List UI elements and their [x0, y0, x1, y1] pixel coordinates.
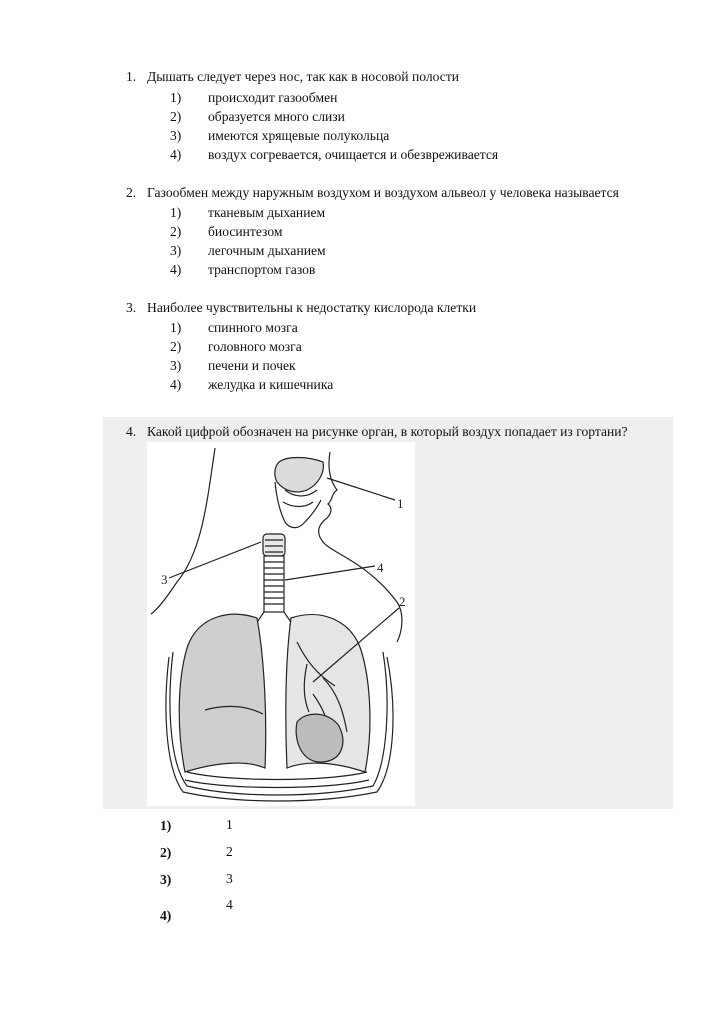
option-text: печени и почек — [208, 358, 296, 373]
respiratory-system-figure — [147, 442, 415, 806]
option-number: 1) — [170, 90, 182, 105]
option-number: 2) — [170, 339, 182, 354]
option-text: головного мозга — [208, 339, 302, 354]
question-number: 1. — [126, 69, 137, 84]
option-number: 3) — [170, 358, 182, 373]
answer-number: 2) — [160, 845, 172, 860]
figure-label-3: 3 — [161, 572, 168, 587]
option-text: транспортом газов — [208, 262, 316, 277]
option-number: 3) — [170, 243, 182, 258]
answer-value: 3 — [226, 871, 233, 886]
option-text: спинного мозга — [208, 320, 298, 335]
option-text: происходит газообмен — [208, 90, 338, 105]
answer-number: 3) — [160, 872, 172, 887]
option-text: имеются хрящевые полукольца — [208, 128, 390, 143]
figure-label-2: 2 — [399, 594, 406, 609]
question-text: Дышать следует через нос, так как в носовой полости — [147, 69, 460, 84]
question-text: Наиболее чувствительны к недостатку кислорода клетки — [147, 300, 477, 315]
answer-value: 1 — [226, 817, 233, 832]
option-number: 2) — [170, 224, 182, 239]
answer-number: 4) — [160, 908, 172, 923]
option-number: 4) — [170, 377, 182, 392]
question-number: 3. — [126, 300, 137, 315]
question-number: 2. — [126, 185, 137, 200]
option-text: легочным дыханием — [208, 243, 326, 258]
option-text: воздух согревается, очищается и обезвреживается — [208, 147, 499, 162]
option-text: образуется много слизи — [208, 109, 345, 124]
option-number: 1) — [170, 320, 182, 335]
answer-value: 4 — [226, 897, 233, 912]
respiratory-system-diagram-icon — [147, 442, 415, 806]
answer-value: 2 — [226, 844, 233, 859]
figure-label-1: 1 — [397, 496, 404, 511]
option-text: биосинтезом — [208, 224, 283, 239]
option-number: 4) — [170, 262, 182, 277]
option-number: 2) — [170, 109, 182, 124]
option-text: тканевым дыханием — [208, 205, 326, 220]
option-number: 1) — [170, 205, 182, 220]
answer-number: 1) — [160, 818, 172, 833]
figure-label-4: 4 — [377, 560, 384, 575]
option-number: 3) — [170, 128, 182, 143]
option-text: желудка и кишечника — [208, 377, 334, 392]
option-number: 4) — [170, 147, 182, 162]
question-text: Какой цифрой обозначен на рисунке орган, в который воздух попадает из гортани? — [147, 424, 628, 439]
question-number: 4. — [126, 424, 137, 439]
question-text: Газообмен между наружным воздухом и воздухом альвеол у человека называется — [147, 185, 619, 200]
